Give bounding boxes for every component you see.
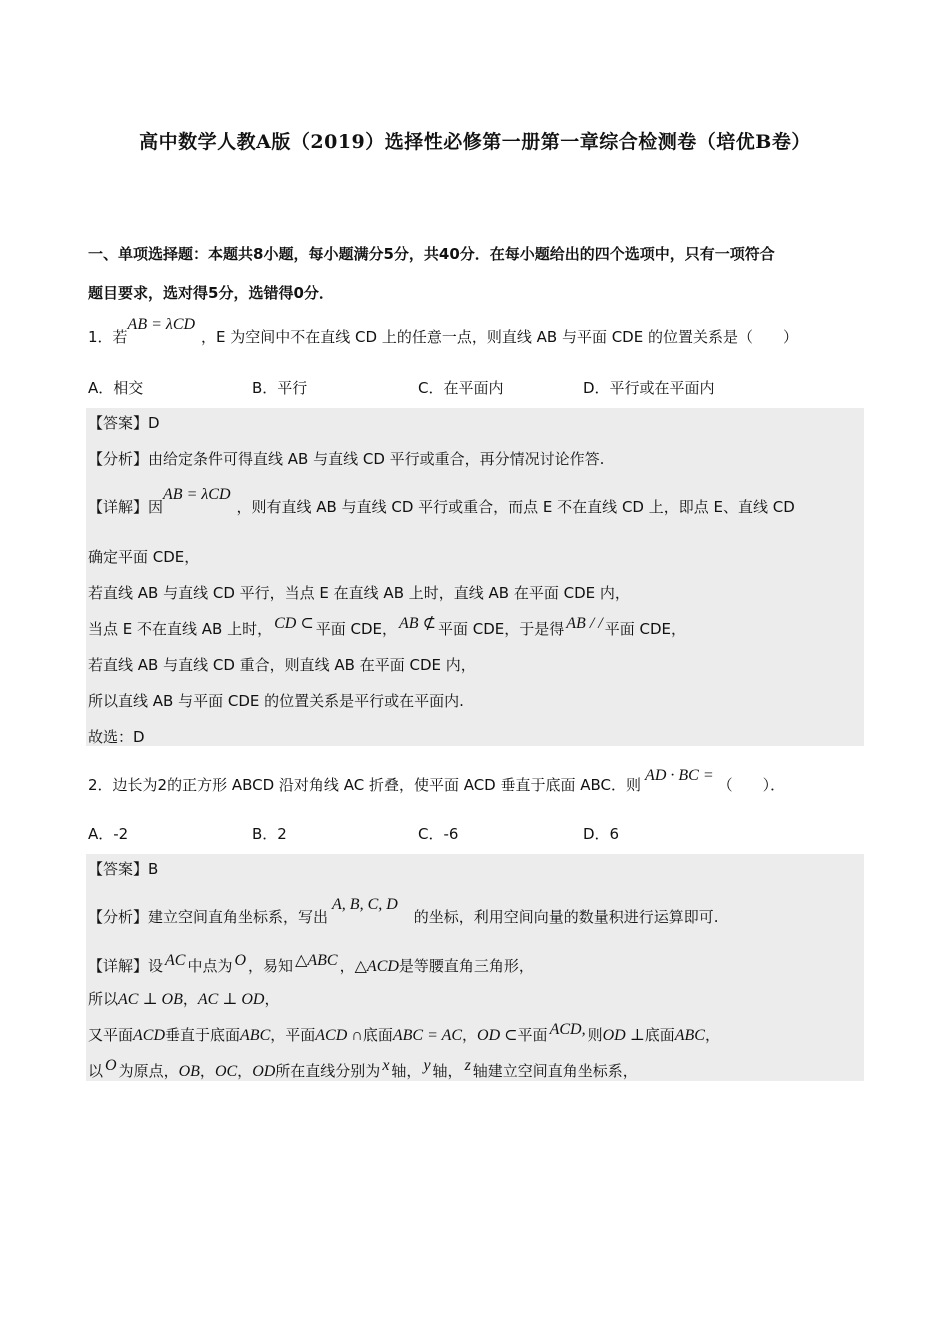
q1-answer: 【答案】D [88, 414, 160, 432]
q2-d1-triangle-abc: △ABC [295, 952, 338, 969]
q2-d4-i: 所在直线分别为 [275, 1062, 381, 1080]
q1-analysis: 【分析】由给定条件可得直线 AB 与直线 CD 平行或重合，再分情况讨论作答. [88, 450, 605, 468]
q2-d1-a: 【详解】设 [88, 957, 164, 975]
q1-detail-formula: AB = λCD [163, 486, 231, 503]
q1-detail-line6: 所以直线 AB 与平面 CDE 的位置关系是平行或在平面内. [88, 692, 464, 710]
q1-stem [88, 316, 798, 349]
q2-d3-acd-cap: ACD ∩ [315, 1027, 363, 1044]
q2-d3-acd2: ACD, [549, 1021, 586, 1038]
q2-detail-line2 [88, 988, 279, 1011]
q2-stem-tail: （ ）． [717, 776, 786, 794]
q1-detail4-text-c: 平面 CDE， [315, 620, 398, 638]
q2-d4-a: 以 [88, 1062, 104, 1080]
q2-d3-i: ， [462, 1026, 478, 1044]
q2-d3-a: 又平面 [88, 1026, 134, 1044]
q2-d3-q: ， [704, 1026, 720, 1044]
q2-d3-abc: ABC [240, 1027, 271, 1044]
q1-detail-line3: 若直线 AB 与直线 CD 平行，当点 E 在直线 AB 上时，直线 AB 在平面 CDE 内， [88, 584, 630, 602]
section-heading-line1: 一、单项选择题：本题共8小题，每小题满分5分，共40分．在每小题给出的四个选项中，只有一项符合 [88, 245, 775, 263]
q2-d2-e: ， [264, 990, 280, 1008]
q2-stem [88, 767, 786, 797]
q2-d2-a: 所以 [88, 990, 119, 1008]
q1-final-answer: 故选：D [88, 728, 145, 746]
q2-analysis [88, 896, 719, 929]
q2-d3-g: 底面 [362, 1026, 393, 1044]
q2-d2-ac-ob: AC ⊥ OB [118, 991, 183, 1008]
q2-analysis-text-a: 【分析】建立空间直角坐标系，写出 [88, 908, 329, 926]
q2-d4-x: x [382, 1057, 390, 1074]
q1-option-a: A．相交 [88, 379, 144, 397]
q2-expression: AD · BC = [645, 767, 714, 784]
q1-number: 1．若 [88, 328, 128, 346]
q2-analysis-text-b: 的坐标，利用空间向量的数量积进行运算即可. [413, 908, 719, 926]
q2-d3-abc2: ABC [674, 1027, 705, 1044]
q2-d4-y: y [423, 1057, 431, 1074]
q2-stem-text: 2．边长为2的正方形 ABCD 沿对角线 AC 折叠，使平面 ACD 垂直于底面 ABC．则 [88, 776, 642, 794]
q2-d4-od: OD [252, 1063, 276, 1080]
q2-d3-m: 则 [587, 1026, 603, 1044]
q1-detail4-text-g: 平面 CDE， [604, 620, 686, 638]
q2-d4-m: 轴， [432, 1062, 463, 1080]
q1-detail4-formula-parallel: AB / / [566, 615, 603, 632]
q2-d4-z: z [464, 1057, 471, 1074]
q2-d3-acd: ACD [133, 1027, 166, 1044]
q1-option-c: C．在平面内 [418, 379, 504, 397]
q2-d2-ac-od: AC ⊥ OD [197, 991, 265, 1008]
q2-d4-c: 为原点， [118, 1062, 179, 1080]
q2-d1-o: O [234, 952, 247, 969]
q2-option-d: D．6 [583, 825, 620, 843]
q2-d3-od-perp: OD ⊥ [602, 1027, 645, 1044]
q2-d1-e: ，易知 [248, 957, 294, 975]
q1-detail-text: ，则有直线 AB 与直线 CD 平行或重合，而点 E 不在直线 CD 上，即点 E、直线 CD [236, 498, 795, 516]
q1-detail4-text-a: 当点 E 不在直线 AB 上时， [88, 620, 273, 638]
q2-d4-oc: OC [214, 1063, 238, 1080]
q2-d4-g: ， [237, 1062, 253, 1080]
q2-d1-triangle-acd: △ACD [354, 958, 399, 975]
q2-d1-c: 中点为 [187, 957, 233, 975]
q1-detail-line2: 确定平面 CDE， [88, 548, 200, 566]
q1-condition-formula: AB = λCD [127, 316, 196, 333]
q2-option-b: B．2 [252, 825, 287, 843]
q2-d4-k: 轴， [391, 1062, 422, 1080]
q2-d1-ac: AC [165, 952, 186, 969]
section-heading-line2: 题目要求，选对得5分，选错得0分． [88, 284, 334, 302]
page-title: 高中数学人教A版（2019）选择性必修第一册第一章综合检测卷（培优B卷） [139, 131, 811, 153]
q1-detail-line4 [88, 615, 686, 641]
q2-detail-line4 [88, 1057, 638, 1083]
q2-analysis-points: A, B, C, D [332, 896, 398, 913]
q1-option-d: D．平行或在平面内 [583, 379, 715, 397]
q2-d3-o: 底面 [644, 1026, 675, 1044]
q2-option-c: C．-6 [418, 825, 459, 843]
q2-d1-g: ， [339, 957, 355, 975]
q1-detail4-formula-cd: CD ⊂ [274, 615, 314, 632]
q2-d3-abc-eq-ac: ABC = AC [392, 1027, 463, 1044]
q1-detail4-text-e: 平面 CDE，于是得 [437, 620, 565, 638]
q2-option-a: A．-2 [88, 825, 129, 843]
q1-detail4-formula-ab: AB ⊄ [399, 615, 436, 632]
q1-detail-label: 【详解】因 [88, 498, 164, 516]
q1-option-b: B．平行 [252, 379, 308, 397]
q2-d1-i: 是等腰直角三角形， [398, 957, 534, 975]
q1-detail-line1 [88, 486, 795, 519]
q1-stem-rest: ，E 为空间中不在直线 CD 上的任意一点，则直线 AB 与平面 CDE 的位置关系是（ ） [201, 328, 798, 346]
q1-detail-line5: 若直线 AB 与直线 CD 重合，则直线 AB 在平面 CDE 内， [88, 656, 476, 674]
q2-d4-o: O [105, 1057, 117, 1074]
q2-d3-e: ，平面 [270, 1026, 316, 1044]
q2-detail-line1 [88, 952, 534, 978]
q2-d4-e: ， [199, 1062, 215, 1080]
q2-detail-line3 [88, 1021, 720, 1047]
q2-answer: 【答案】B [88, 860, 159, 878]
q2-d3-od-sub: OD ⊂ [477, 1027, 518, 1044]
q2-d3-k: 平面 [517, 1026, 548, 1044]
q2-d2-c: ， [182, 990, 198, 1008]
q2-d4-ob: OB [178, 1063, 200, 1080]
q2-d3-c: 垂直于底面 [165, 1026, 241, 1044]
q2-d4-o-text: 轴建立空间直角坐标系， [472, 1062, 638, 1080]
